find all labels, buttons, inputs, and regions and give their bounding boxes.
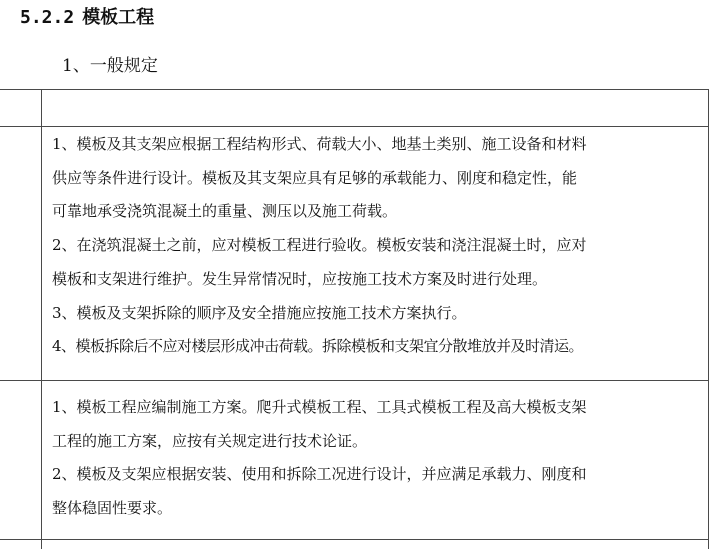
table-row-line: 2、模板及支架应根据安装、使用和拆除工况进行设计，并应满足承载力、刚度和 [52,465,587,484]
section-title: 模板工程 [82,7,155,28]
table-row-line: 供应等条件进行设计。模板及其支架应具有足够的承载能力、刚度和稳定性，能 [52,168,578,187]
table-row-divider [0,380,709,381]
table-row-line: 1、模板及其支架应根据工程结构形式、荷载大小、地基土类别、施工设备和材料 [52,135,587,153]
table-column-divider [41,89,42,549]
table-row-line: 4、模板拆除后不应对楼层形成冲击荷载。拆除模板和支架宜分散堆放并及时清运。 [52,337,584,356]
table-row-line: 1、模板工程应编制施工方案。爬升式模板工程、工具式模板工程及高大模板支架 [52,398,587,416]
subsection-heading: 1、一般规定 [62,56,158,76]
table-row-divider [0,539,709,540]
table-border-right [708,89,709,549]
table-row-line: 模板和支架进行维护。发生异常情况时，应按施工技术方案及时进行处理。 [52,269,548,288]
table-row-line: 3、模板及支架拆除的顺序及安全措施应按施工技术方案执行。 [52,303,467,322]
table-row-line: 2、在浇筑混凝土之前，应对模板工程进行验收。模板安装和浇注混凝土时，应对 [52,236,587,255]
table-border-top [0,89,709,90]
section-heading [20,4,154,32]
section-number: 5.2.2 [20,7,75,28]
table-row-line: 工程的施工方案，应按有关规定进行技术论证。 [52,431,368,450]
regulation-table [0,89,709,549]
table-row-line: 可靠地承受浇筑混凝土的重量、测压以及施工荷载。 [52,202,398,221]
table-header-divider [0,126,709,127]
table-row-line: 整体稳固性要求。 [52,499,173,518]
table-row [52,128,704,364]
table-row [52,391,704,526]
